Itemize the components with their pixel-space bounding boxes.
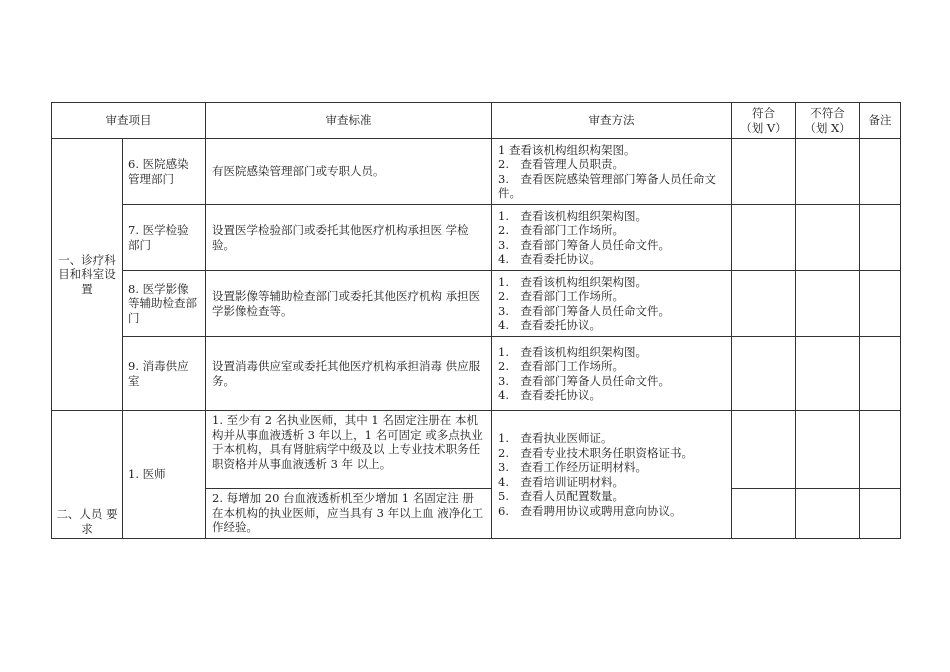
method-item: 1. 查看该机构组织架构图。 [498,344,647,359]
sub-item-cell: 8. 医学影像等辅助检查部门 [123,271,206,337]
noncomply-cell[interactable] [796,271,860,337]
sub-item-cell: 6. 医院感染管理部门 [123,139,206,205]
method-item: 4. 查看委托协议。 [498,388,601,402]
category-cell: 二、人员 要求 [52,411,123,539]
method-cell [492,205,732,271]
method-item: 6. 查看聘用协议或聘用意向协议。 [498,503,682,518]
remark-cell[interactable] [860,205,901,271]
method-item: 3. 查看部门筹备人员任命文件。 [498,373,670,388]
method-item: 3. 查看部门筹备人员任命文件。 [498,237,670,252]
table-row [52,205,901,271]
remark-cell[interactable] [860,139,901,205]
header-comply [732,103,796,139]
table-row [52,139,901,205]
method-item: 1. 查看该机构组织架构图。 [498,274,647,289]
method-item: 2. 查看部门工作场所。 [498,359,624,373]
method-item: 3. 查看部门筹备人员任命文件。 [498,303,670,318]
header-noncomply-line1: 不符合 [810,106,845,120]
comply-cell[interactable] [732,139,796,205]
category-cell: 一、诊疗科目和科室设置 [52,139,123,411]
noncomply-cell[interactable] [796,411,860,489]
header-comply-line2: （划 V） [740,120,787,135]
audit-table [51,102,901,539]
method-item: 2. 查看部门工作场所。 [498,223,624,237]
method-item: 5. 查看人员配置数量。 [498,489,624,503]
sub-item-cell: 9. 消毒供应室 [123,337,206,411]
remark-cell[interactable] [860,271,901,337]
method-cell [492,139,732,205]
remark-cell[interactable] [860,411,901,489]
header-comply-line1: 符合 [752,106,775,120]
remark-cell[interactable] [860,337,901,411]
comply-cell[interactable] [732,411,796,489]
noncomply-cell[interactable] [796,205,860,271]
noncomply-cell[interactable] [796,139,860,205]
header-row [52,103,901,139]
standard-cell: 1. 至少有 2 名执业医师，其中 1 名固定注册在 本机构并从事血液透析 3 年以上，1 名可固定 或多点执业于本机构，具有肾脏病学中级及以 上专业技术职务任职资格并从事血液透析 3 年 以上。 [206,411,492,489]
table-row [52,411,901,489]
comply-cell[interactable] [732,271,796,337]
header-noncomply [796,103,860,139]
method-item: 3. 查看医院感染管理部门筹备人员任命文件。 [498,171,716,200]
comply-cell[interactable] [732,489,796,539]
method-item: 2. 查看专业技术职务任职资格证书。 [498,445,693,460]
remark-cell[interactable] [860,489,901,539]
standard-cell: 设置医学检验部门或委托其他医疗机构承担医 学检验。 [206,205,492,271]
comply-cell[interactable] [732,337,796,411]
table-row [52,337,901,411]
method-item: 4. 查看培训证明材料。 [498,474,624,489]
method-cell [492,411,732,539]
comply-cell[interactable] [732,205,796,271]
header-item: 审查项目 [52,103,206,139]
method-item: 1 查看该机构组织构架图。 [498,142,636,157]
header-method: 审查方法 [492,103,732,139]
header-noncomply-line2: （划 X） [804,120,851,135]
standard-cell: 2. 每增加 20 台血液透析机至少增加 1 名固定注 册在本机构的执业医师，应当具有 3 年以上血 液净化工作经验。 [206,489,492,539]
method-item: 2. 查看部门工作场所。 [498,289,624,303]
table-row [52,271,901,337]
noncomply-cell[interactable] [796,489,860,539]
standard-cell: 设置消毒供应室或委托其他医疗机构承担消毒 供应服务。 [206,337,492,411]
standard-cell: 有医院感染管理部门或专职人员。 [206,139,492,205]
sub-item-cell: 7. 医学检验部门 [123,205,206,271]
method-item: 2. 查看管理人员职责。 [498,157,624,171]
method-cell [492,337,732,411]
noncomply-cell[interactable] [796,337,860,411]
method-item: 4. 查看委托协议。 [498,318,601,332]
method-item: 3. 查看工作经历证明材料。 [498,460,647,474]
method-cell [492,271,732,337]
method-item: 1. 查看该机构组织架构图。 [498,208,647,223]
method-item: 1. 查看执业医师证。 [498,431,613,445]
standard-cell: 设置影像等辅助检查部门或委托其他医疗机构 承担医学影像检查等。 [206,271,492,337]
sub-item-cell: 1. 医师 [123,411,206,539]
header-remark: 备注 [860,103,901,139]
header-standard: 审查标准 [206,103,492,139]
method-item: 4. 查看委托协议。 [498,252,601,266]
